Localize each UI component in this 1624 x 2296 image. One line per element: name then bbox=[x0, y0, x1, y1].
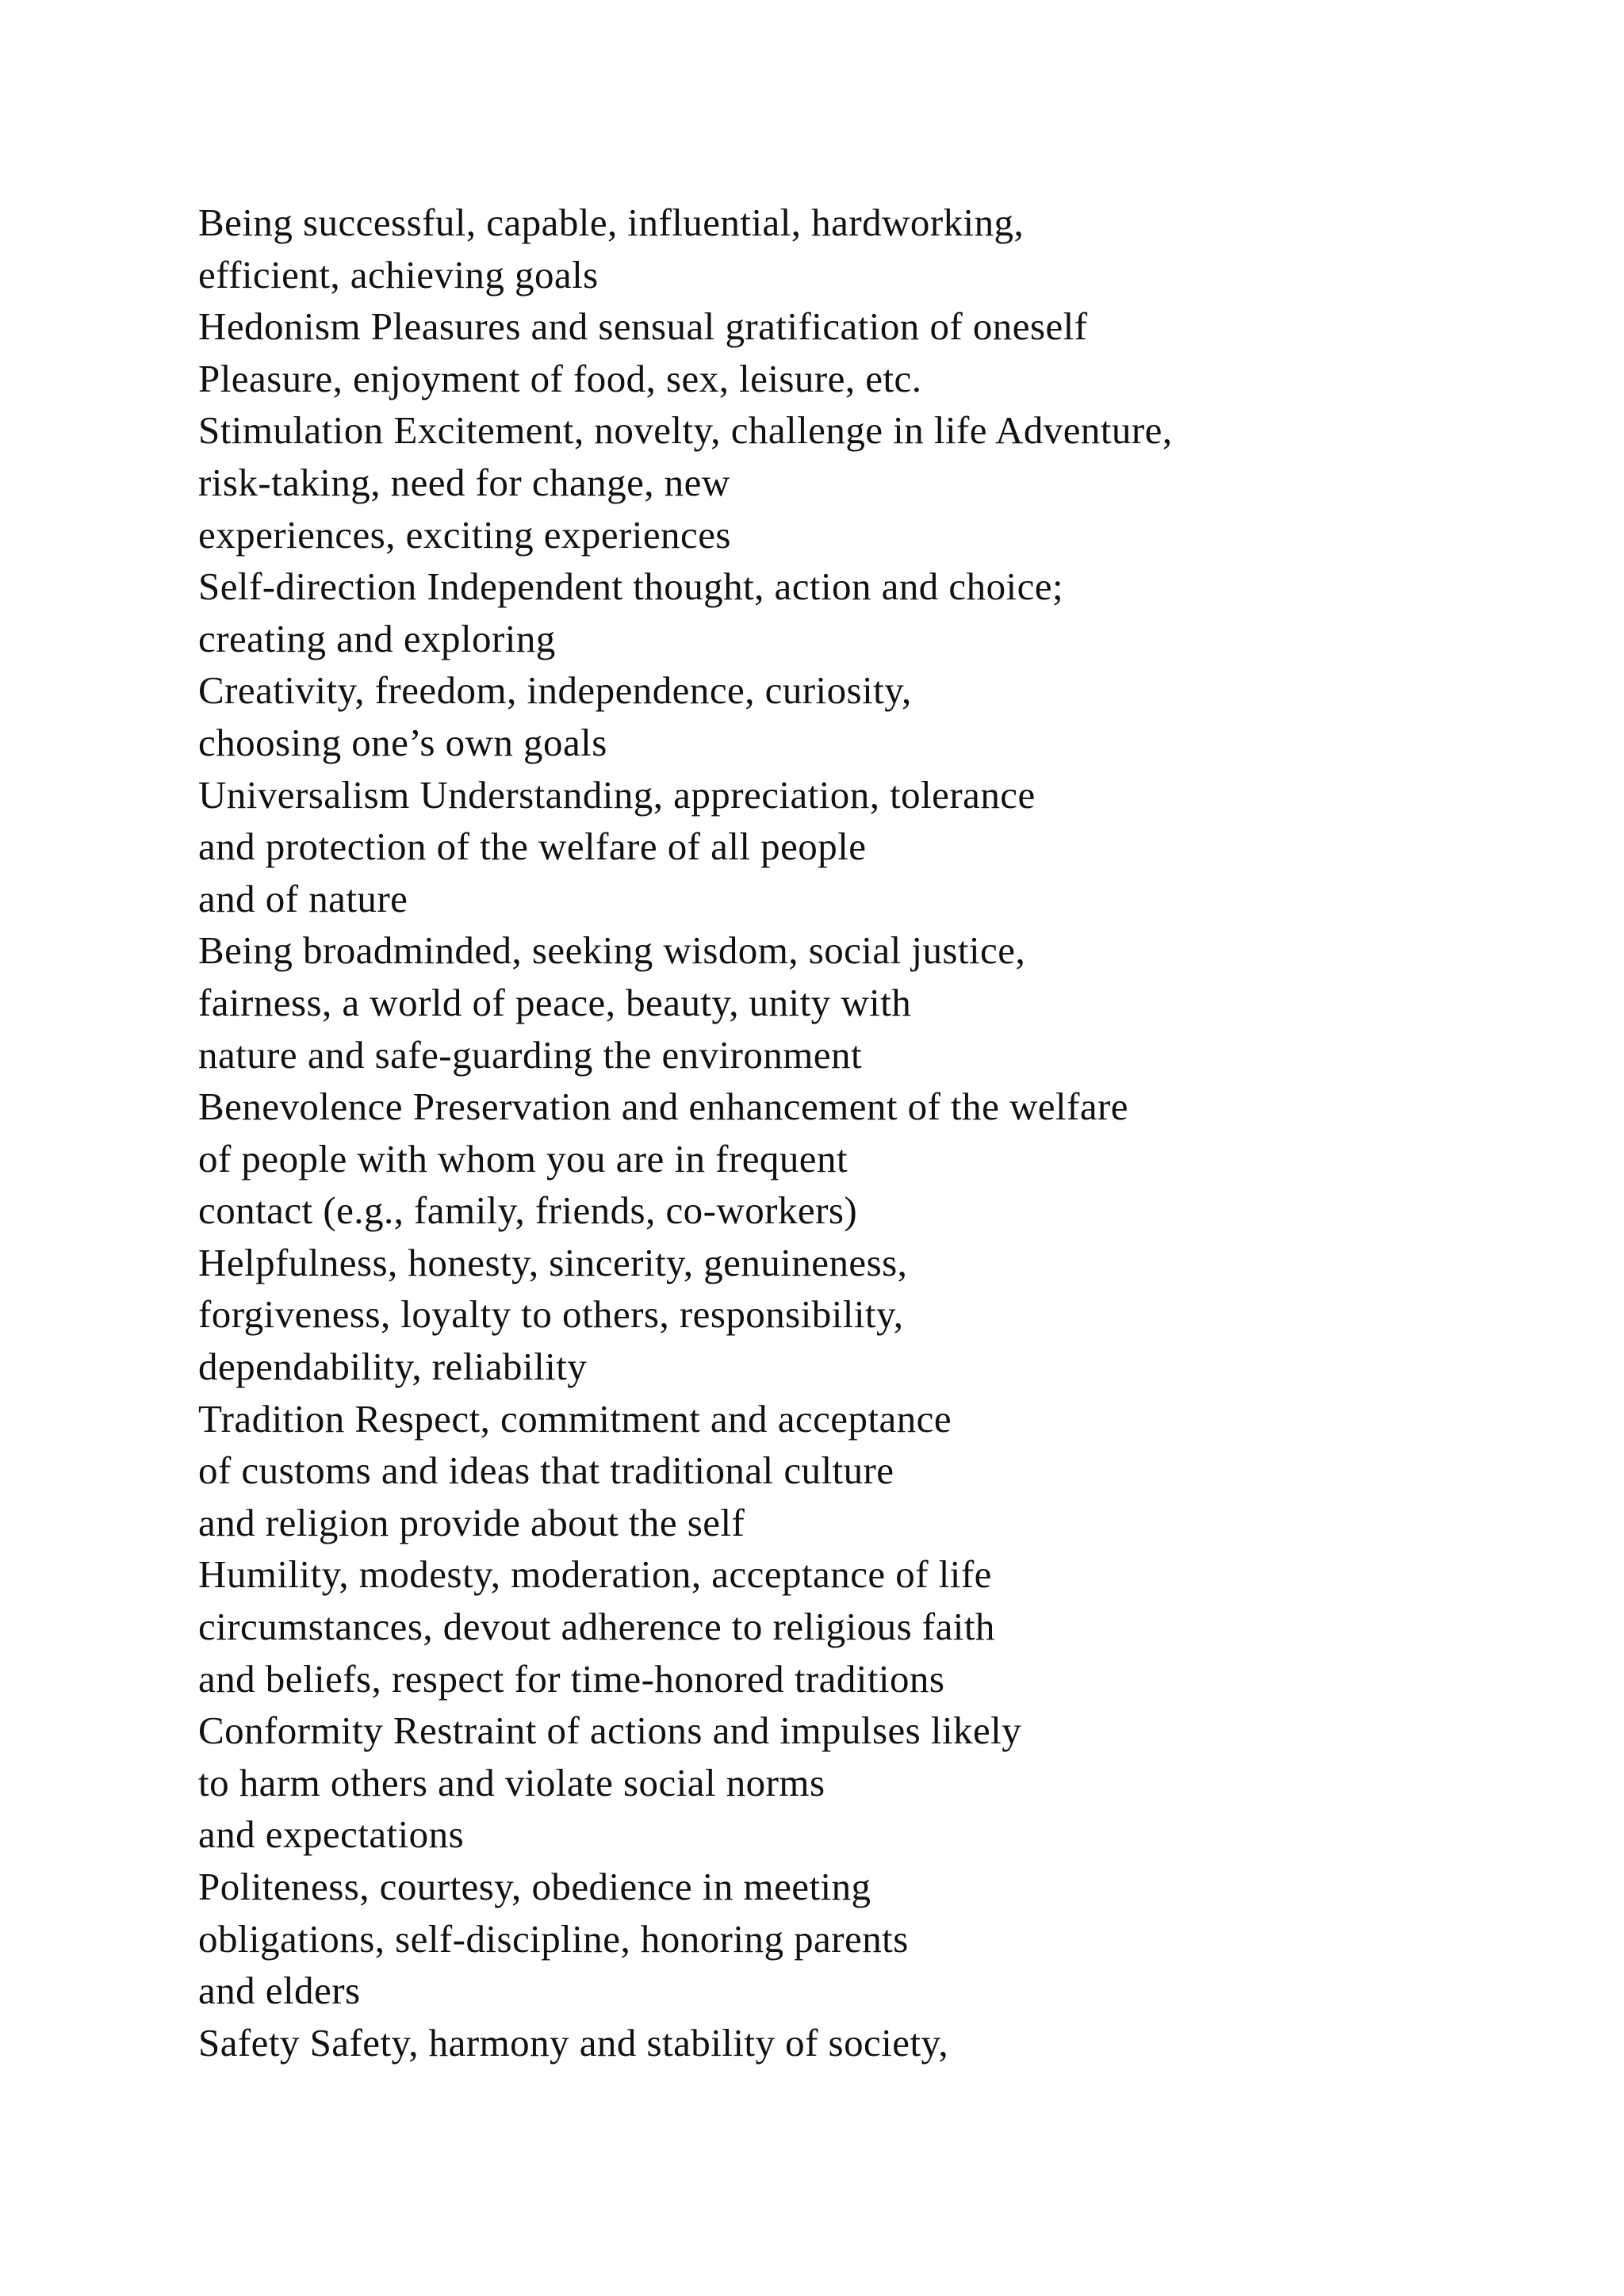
text-line: Benevolence Preservation and enhancement of the welfare bbox=[198, 1085, 1128, 1129]
text-line: circumstances, devout adherence to religious faith bbox=[198, 1605, 995, 1649]
text-line: and expectations bbox=[198, 1812, 465, 1857]
text-line: Creativity, freedom, independence, curiosity, bbox=[198, 668, 912, 713]
text-line: forgiveness, loyalty to others, responsibility, bbox=[198, 1292, 904, 1337]
text-line: Safety Safety, harmony and stability of society, bbox=[198, 2020, 949, 2064]
text-line: Being broadminded, seeking wisdom, social justice, bbox=[198, 928, 1026, 973]
text-line: nature and safe-guarding the environment bbox=[198, 1032, 863, 1077]
text-line: and beliefs, respect for time-honored traditions bbox=[198, 1656, 945, 1701]
text-line: Politeness, courtesy, obedience in meeting bbox=[198, 1865, 871, 1908]
text-line: Conformity Restraint of actions and impulses likely bbox=[198, 1709, 1022, 1753]
text-line: Universalism Understanding, appreciation, tolerance bbox=[198, 772, 1036, 817]
text-line: of people with whom you are in frequent bbox=[198, 1136, 848, 1181]
text-line: of customs and ideas that traditional culture bbox=[198, 1448, 894, 1493]
text-line: Being successful, capable, influential, hardworking, bbox=[198, 201, 1025, 244]
text-line: Hedonism Pleasures and sensual gratification of oneself bbox=[198, 304, 1088, 349]
text-line: Pleasure, enjoyment of food, sex, leisure, etc. bbox=[198, 356, 922, 400]
text-line: Stimulation Excitement, novelty, challenge in life Adventure, bbox=[198, 408, 1173, 453]
text-line: risk-taking, need for change, new bbox=[198, 460, 730, 504]
text-line: experiences, exciting experiences bbox=[198, 512, 731, 557]
text-line: and elders bbox=[198, 1969, 361, 2013]
text-line: Self-direction Independent thought, action and choice; bbox=[198, 564, 1064, 609]
text-line: Helpfulness, honesty, sincerity, genuineness, bbox=[198, 1240, 908, 1284]
text-line: obligations, self-discipline, honoring parents bbox=[198, 1916, 909, 1961]
text-line: and of nature bbox=[198, 876, 408, 920]
text-line: contact (e.g., family, friends, co-workers) bbox=[198, 1188, 858, 1233]
text-line: dependability, reliability bbox=[198, 1345, 588, 1389]
text-line: to harm others and violate social norms bbox=[198, 1760, 825, 1804]
text-line: and protection of the welfare of all people bbox=[198, 825, 867, 869]
text-line: choosing one’s own goals bbox=[198, 720, 607, 764]
text-line: creating and exploring bbox=[198, 616, 556, 660]
text-line: and religion provide about the self bbox=[198, 1500, 745, 1544]
text-line: fairness, a world of peace, beauty, unity with bbox=[198, 980, 912, 1024]
text-line: efficient, achieving goals bbox=[198, 252, 599, 297]
text-line: Humility, modesty, moderation, acceptance of life bbox=[198, 1552, 992, 1597]
document-body-text bbox=[198, 197, 1546, 2068]
text-line: Tradition Respect, commitment and acceptance bbox=[198, 1396, 952, 1441]
